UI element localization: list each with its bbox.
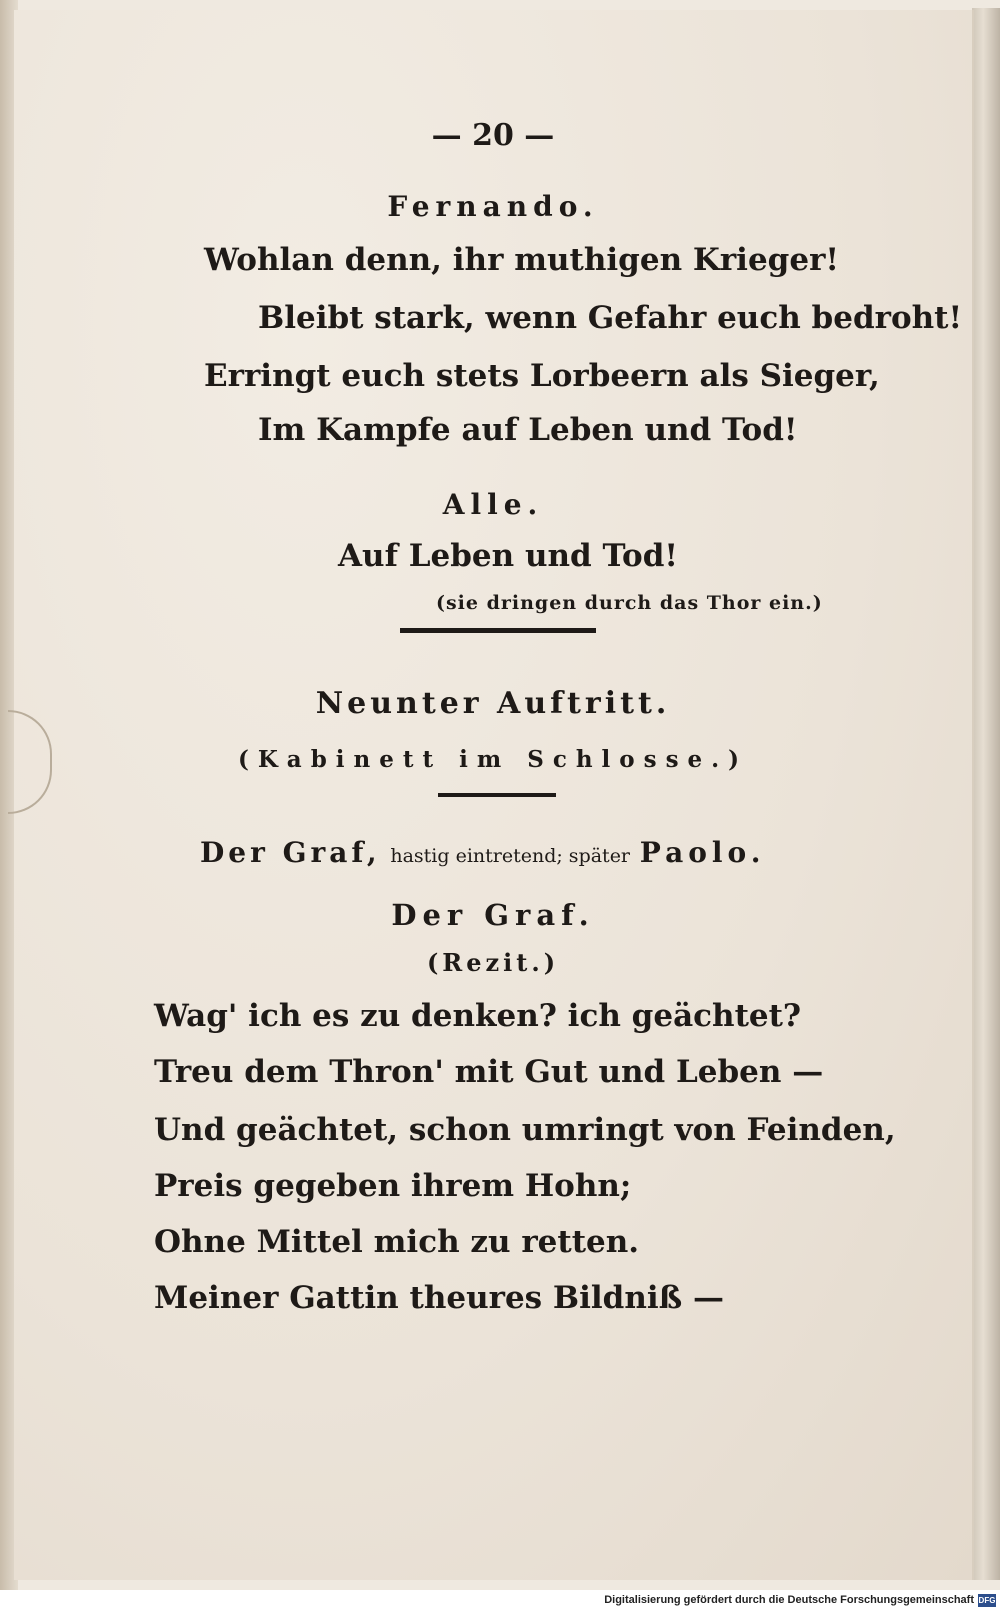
stage-direction: (sie dringen durch das Thor ein.) (436, 592, 823, 614)
chorus-line: Auf Leben und Tod! (338, 538, 678, 574)
character-paolo: Paolo. (639, 836, 766, 869)
scene-setting: (Kabinett im Schlosse.) (237, 746, 749, 773)
page-number: — 20 — (431, 118, 555, 153)
scene-title: Neunter Auftritt. (315, 686, 671, 721)
verse-line: Bleibt stark, wenn Gefahr euch bedroht! (258, 300, 963, 336)
characters-line (200, 836, 765, 869)
character-graf: Der Graf, (200, 836, 381, 869)
speaker-alle: Alle. (442, 488, 544, 521)
page-edge (972, 8, 1000, 1580)
digitization-footer (0, 1590, 1000, 1612)
section-divider (400, 628, 596, 633)
digitization-credit: Digitalisierung gefördert durch die Deutsche Forschungsgemeinschaft (604, 1594, 974, 1606)
verse-line: Meiner Gattin theures Bildniß — (154, 1280, 725, 1316)
verse-line: Wohlan denn, ihr muthigen Krieger! (204, 242, 840, 278)
recit-label: (Rezit.) (426, 948, 560, 977)
verse-line: Erringt euch stets Lorbeern als Sieger, (204, 358, 880, 394)
entry-direction: hastig eintretend; später (390, 845, 631, 867)
dfg-logo: DFG (978, 1596, 996, 1605)
verse-line: Treu dem Thron' mit Gut und Leben — (154, 1054, 824, 1090)
scene-divider (438, 793, 556, 797)
verse-line: Wag' ich es zu denken? ich geächtet? (154, 998, 802, 1034)
speaker-graf: Der Graf. (391, 898, 595, 932)
book-page (14, 10, 974, 1580)
verse-line: Und geächtet, schon umringt von Feinden, (154, 1112, 896, 1148)
verse-line: Preis gegeben ihrem Hohn; (154, 1168, 632, 1204)
verse-line: Ohne Mittel mich zu retten. (154, 1224, 640, 1260)
speaker-fernando: Fernando. (387, 190, 599, 223)
verse-line: Im Kampfe auf Leben und Tod! (258, 412, 798, 448)
